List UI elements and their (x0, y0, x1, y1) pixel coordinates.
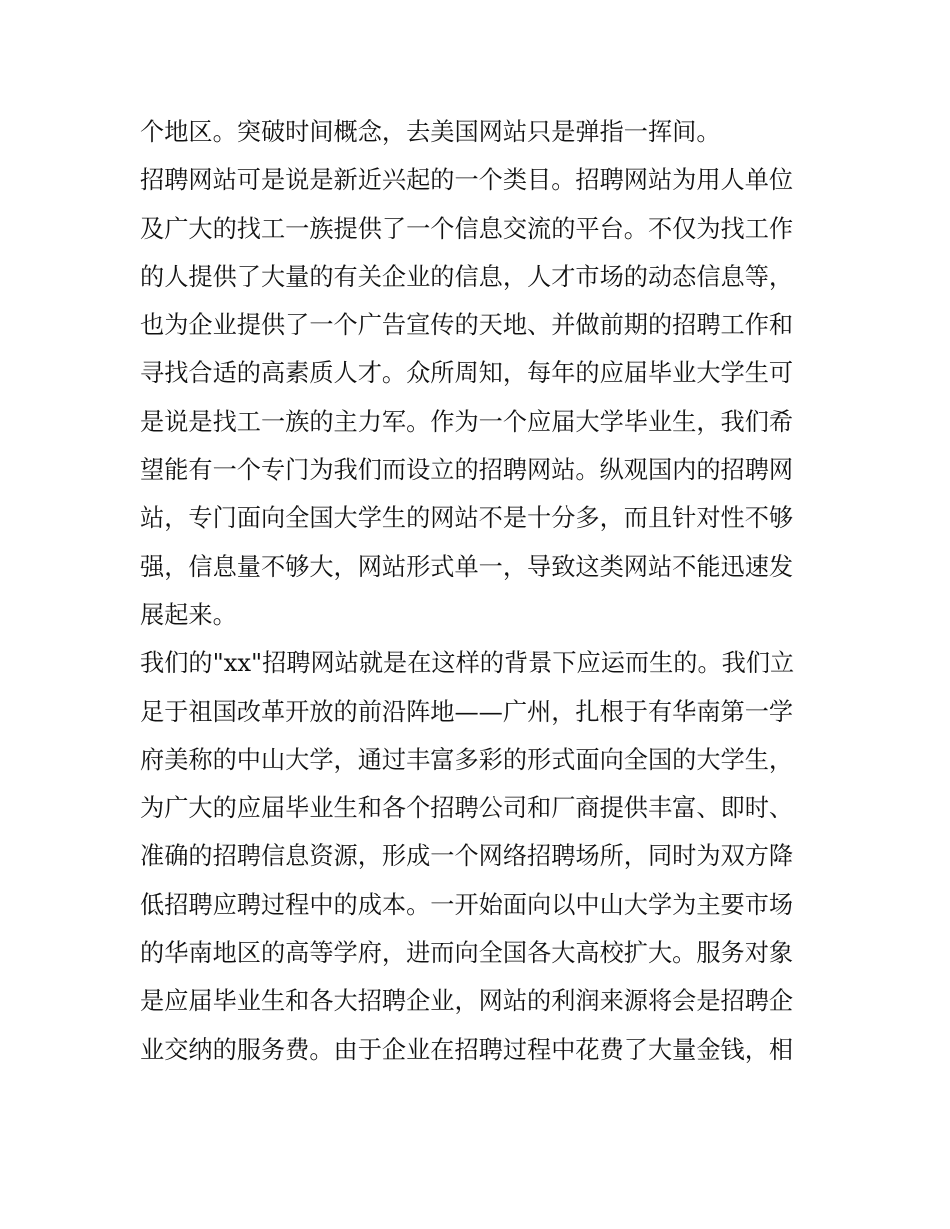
text-line: 望能有一个专门为我们而设立的招聘网站。纵观国内的招聘网 (140, 456, 794, 485)
text-line: 是应届毕业生和各大招聘企业，网站的利润来源将会是招聘企 (140, 987, 794, 1016)
text-line: 低招聘应聘过程中的成本。一开始面向以中山大学为主要市场 (140, 890, 794, 919)
text-line: 准确的招聘信息资源，形成一个网络招聘场所，同时为双方降 (140, 842, 794, 871)
text-line: 为广大的应届毕业生和各个招聘公司和厂商提供丰富、即时、 (140, 794, 794, 823)
text-line: 的人提供了大量的有关企业的信息，人才市场的动态信息等， (140, 262, 794, 291)
text-line: 府美称的中山大学，通过丰富多彩的形式面向全国的大学生， (140, 745, 794, 774)
text-line: 展起来。 (140, 600, 237, 629)
text-line: 强，信息量不够大，网站形式单一，导致这类网站不能迅速发 (140, 552, 794, 581)
text-line: 的华南地区的高等学府，进而向全国各大高校扩大。服务对象 (140, 939, 794, 968)
text-line: 我们的"xx"招聘网站就是在这样的背景下应运而生的。我们立 (140, 649, 795, 678)
body-text (140, 108, 820, 1074)
text-line: 也为企业提供了一个广告宣传的天地、并做前期的招聘工作和 (140, 311, 794, 340)
text-line: 业交纳的服务费。由于企业在招聘过程中花费了大量金钱，相 (140, 1035, 794, 1064)
text-line: 是说是找工一族的主力军。作为一个应届大学毕业生，我们希 (140, 407, 794, 436)
text-line: 寻找合适的高素质人才。众所周知，每年的应届毕业大学生可 (140, 359, 794, 388)
text-line: 招聘网站可是说是新近兴起的一个类目。招聘网站为用人单位 (140, 166, 794, 195)
text-line: 足于祖国改革开放的前沿阵地——广州，扎根于有华南第一学 (140, 697, 794, 726)
text-line: 及广大的找工一族提供了一个信息交流的平台。不仅为找工作 (140, 214, 794, 243)
text-line: 站，专门面向全国大学生的网站不是十分多，而且针对性不够 (140, 504, 794, 533)
text-line: 个地区。突破时间概念，去美国网站只是弹指一挥间。 (140, 118, 721, 146)
